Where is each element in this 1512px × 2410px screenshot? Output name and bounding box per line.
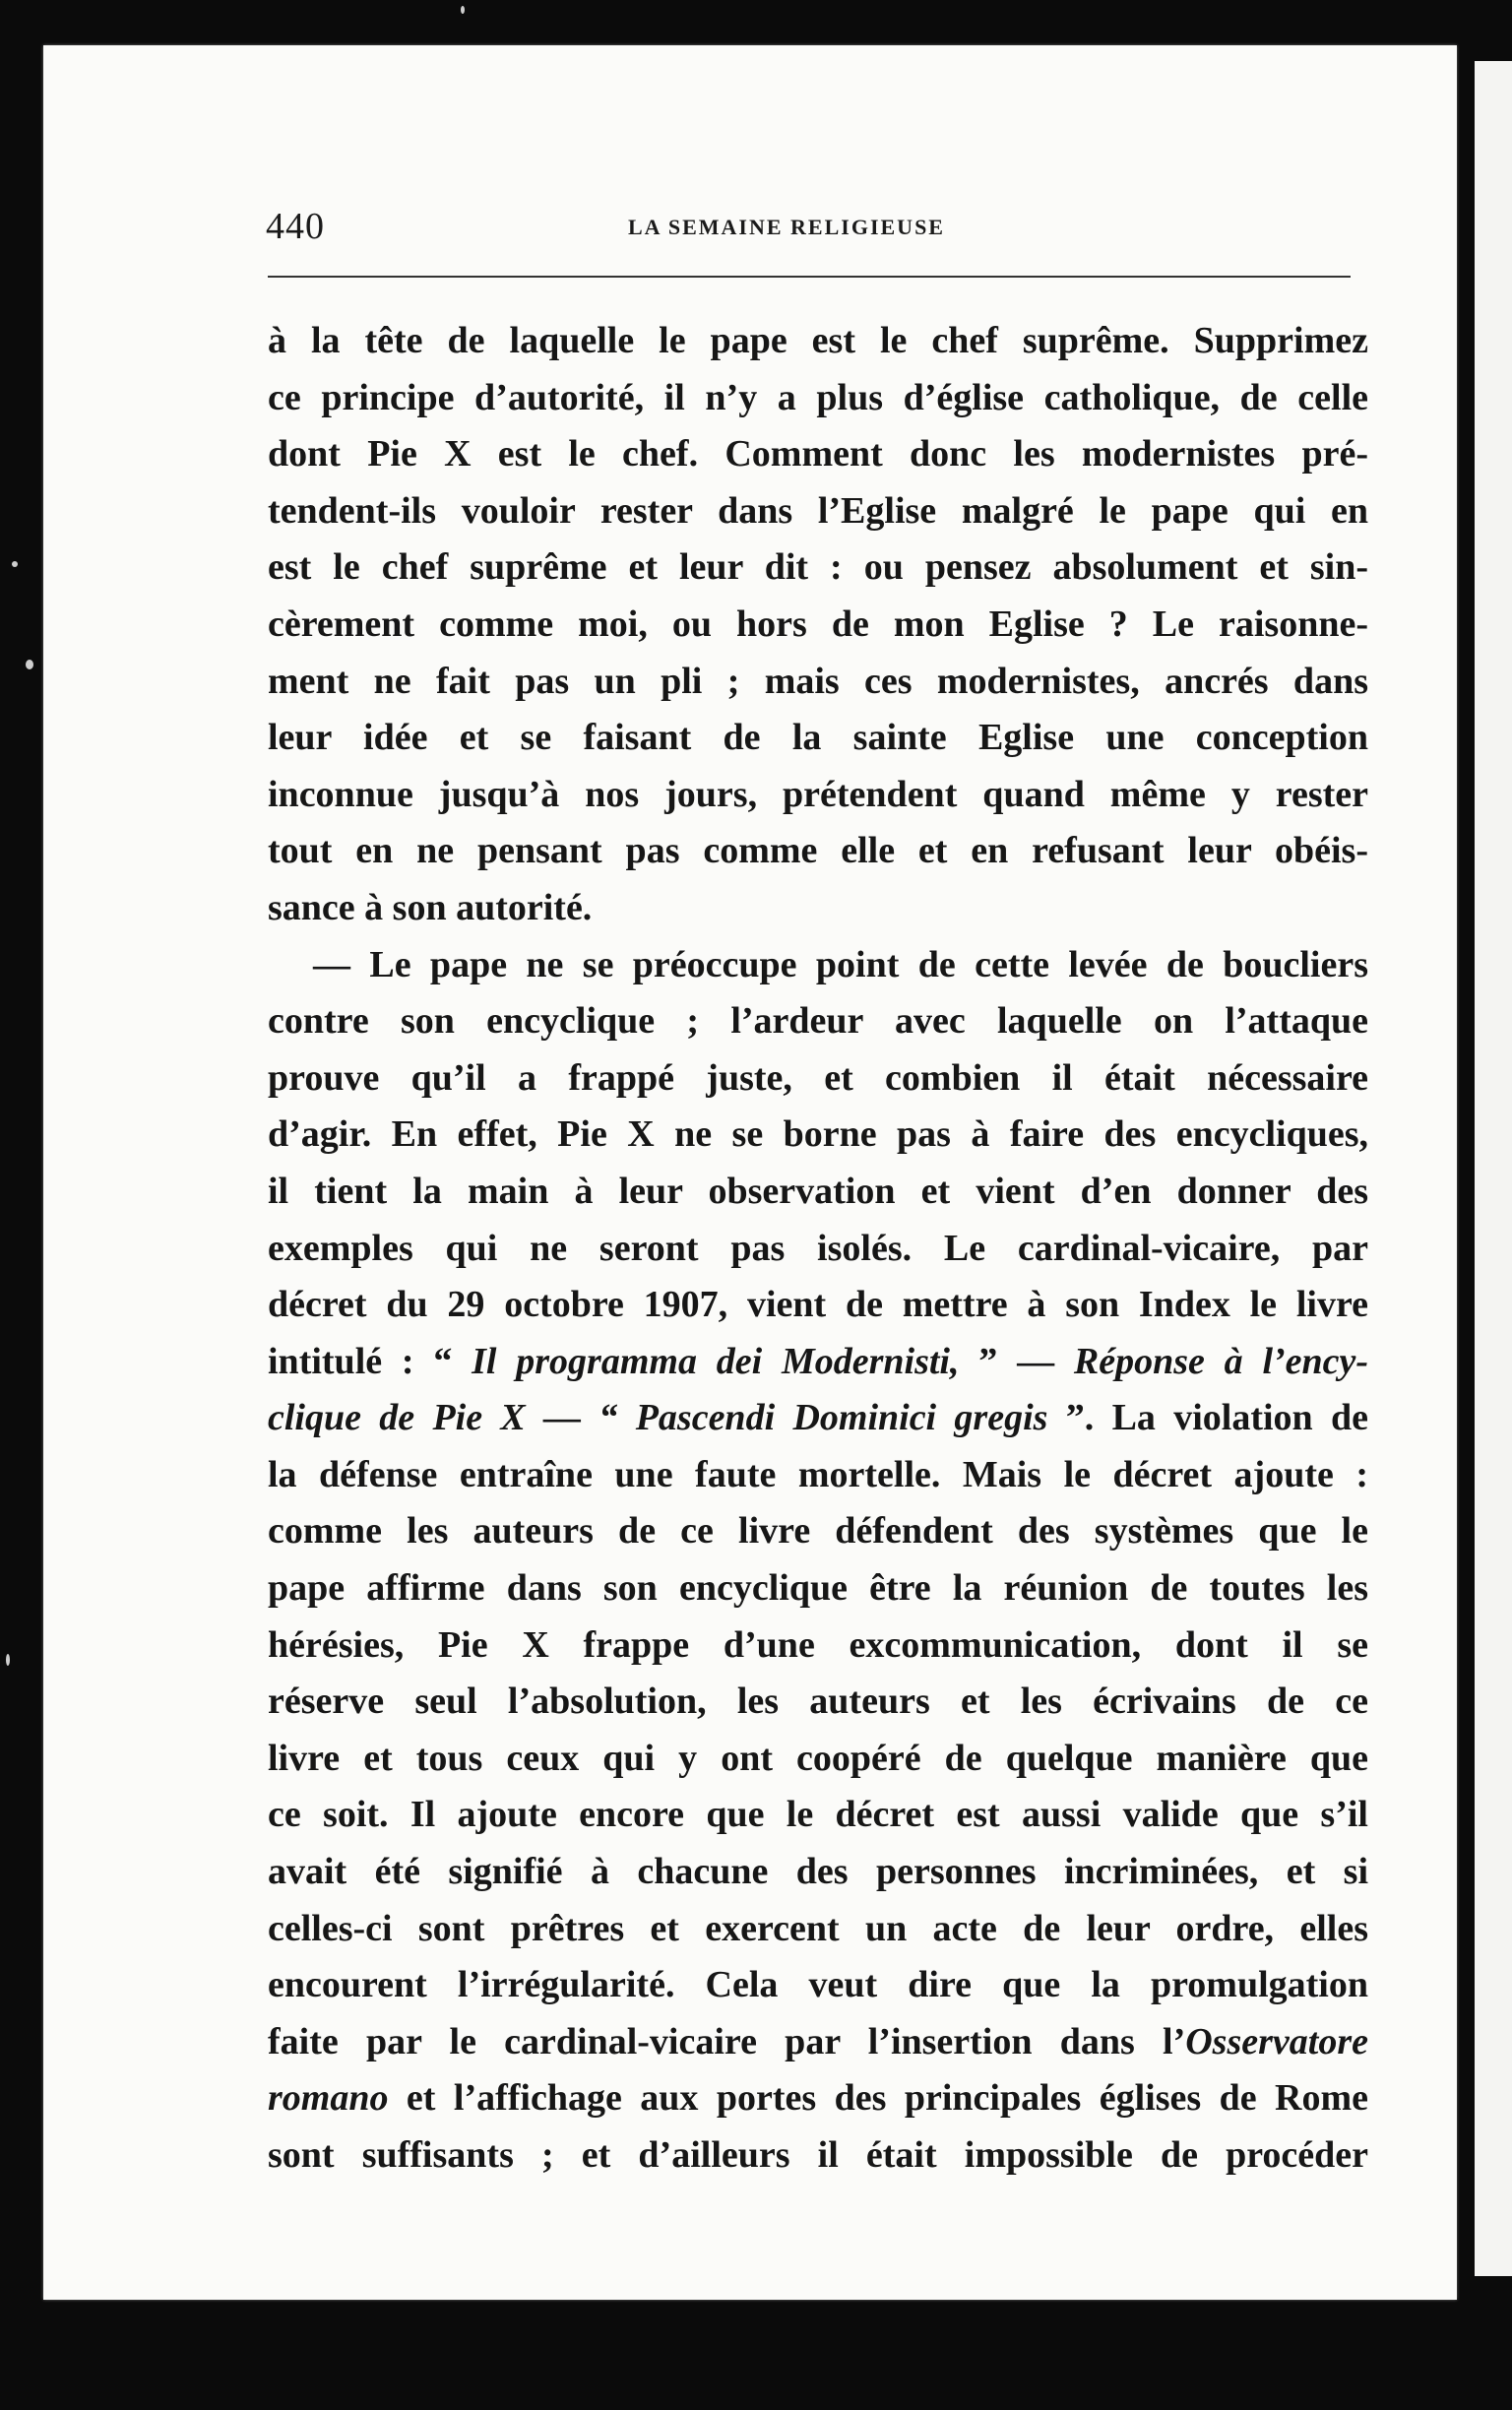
text-line: sont suffisants ; et d’ailleurs il était impossible de procéder bbox=[268, 2134, 1368, 2176]
text-line: celles-ci sont prêtres et exercent un acte de leur ordre, elles bbox=[268, 1907, 1368, 1949]
text-line bbox=[268, 2070, 1368, 2127]
text-line: cèrement comme moi, ou hors de mon Eglise ? Le raisonne- bbox=[268, 602, 1368, 645]
speck bbox=[6, 1654, 10, 1666]
text-line: comme les auteurs de ce livre défendent des systèmes que le bbox=[268, 1510, 1368, 1553]
osservatore-lead: faite par le cardinal-vicaire par l’insertion dans l’ bbox=[268, 2020, 1186, 2062]
text-line: encourent l’irrégularité. Cela veut dire que la promulgation bbox=[268, 1964, 1368, 2006]
text-line bbox=[268, 937, 1368, 994]
text-line: sance à son autorité. bbox=[268, 886, 593, 928]
text-line: tendent-ils vouloir rester dans l’Eglise malgré le pape qui en bbox=[268, 489, 1368, 532]
text-line: réserve seul l’absolution, les auteurs et les écrivains de ce bbox=[268, 1681, 1368, 1723]
header-rule bbox=[268, 276, 1351, 278]
text-line: inconnue jusqu’à nos jours, prétendent quand même y rester bbox=[268, 773, 1368, 815]
italic-osservatore: Osservatore bbox=[1185, 2020, 1368, 2062]
intitule-lead: intitulé : “ bbox=[268, 1340, 453, 1382]
text-line: il tient la main à leur observation et vient d’en donner des bbox=[268, 1170, 1368, 1212]
text-line: dont Pie X est le chef. Comment donc les modernistes pré- bbox=[268, 433, 1368, 476]
italic-title: Il programma dei Modernisti, bbox=[472, 1340, 960, 1382]
text-line: prouve qu’il a frappé juste, et combien il était nécessaire bbox=[268, 1056, 1368, 1099]
text-line: exemples qui ne seront pas isolés. Le cardinal-vicaire, par bbox=[268, 1227, 1368, 1269]
paragraph-start: — Le pape ne se préoccupe point de cette levée de boucliers bbox=[313, 943, 1368, 985]
text-line: avait été signifié à chacune des personnes incriminées, et si bbox=[268, 1851, 1368, 1893]
running-title: LA SEMAINE RELIGIEUSE bbox=[628, 215, 945, 239]
text-line bbox=[268, 1390, 1368, 1447]
page-header bbox=[224, 197, 1356, 256]
text-line: tout en ne pensant pas comme elle et en refusant leur obéis- bbox=[268, 830, 1368, 872]
text-line bbox=[268, 1334, 1368, 1391]
speck bbox=[26, 660, 33, 669]
body-text bbox=[268, 313, 1368, 2185]
adjacent-page-edge bbox=[1475, 61, 1512, 2276]
text-line: hérésies, Pie X frappe d’une excommunication, dont il se bbox=[268, 1623, 1368, 1666]
italic-reponse: Réponse à l’ency- bbox=[1073, 1340, 1369, 1382]
intitule-mid: ” — bbox=[978, 1340, 1055, 1382]
text-line: ce principe d’autorité, il n’y a plus d’église catholique, de celle bbox=[268, 376, 1368, 418]
romano-tail: et l’affichage aux portes des principales églises de Rome bbox=[388, 2077, 1368, 2120]
italic-encyclique: clique de Pie X — “ Pascendi Dominici gregis bbox=[268, 1397, 1048, 1439]
text-line: livre et tous ceux qui y ont coopéré de quelque manière que bbox=[268, 1737, 1368, 1779]
text-line: à la tête de laquelle le pape est le chef suprême. Supprimez bbox=[268, 320, 1368, 361]
text-line: la défense entraîne une faute mortelle. Mais le décret ajoute : bbox=[268, 1453, 1368, 1495]
text-line: d’agir. En effet, Pie X ne se borne pas à faire des encycliques, bbox=[268, 1113, 1368, 1156]
text-line: ment ne fait pas un pli ; mais ces modernistes, ancrés dans bbox=[268, 660, 1368, 702]
text-line: leur idée et se faisant de la sainte Eglise une conception bbox=[268, 717, 1368, 759]
clique-tail: ”. La violation de bbox=[1065, 1397, 1368, 1439]
text-line: est le chef suprême et leur dit : ou pensez absolument et sin- bbox=[268, 546, 1368, 589]
speck bbox=[461, 6, 465, 14]
italic-romano: romano bbox=[268, 2077, 389, 2120]
page-number: 440 bbox=[266, 206, 325, 247]
text-line: décret du 29 octobre 1907, vient de mettre à son Index le livre bbox=[268, 1284, 1368, 1326]
text-line: ce soit. Il ajoute encore que le décret est aussi valide que s’il bbox=[268, 1794, 1368, 1836]
text-line: pape affirme dans son encyclique être la réunion de toutes les bbox=[268, 1567, 1368, 1610]
text-line: contre son encyclique ; l’ardeur avec laquelle on l’attaque bbox=[268, 1000, 1368, 1043]
text-line bbox=[268, 2014, 1368, 2071]
speck bbox=[12, 561, 18, 567]
